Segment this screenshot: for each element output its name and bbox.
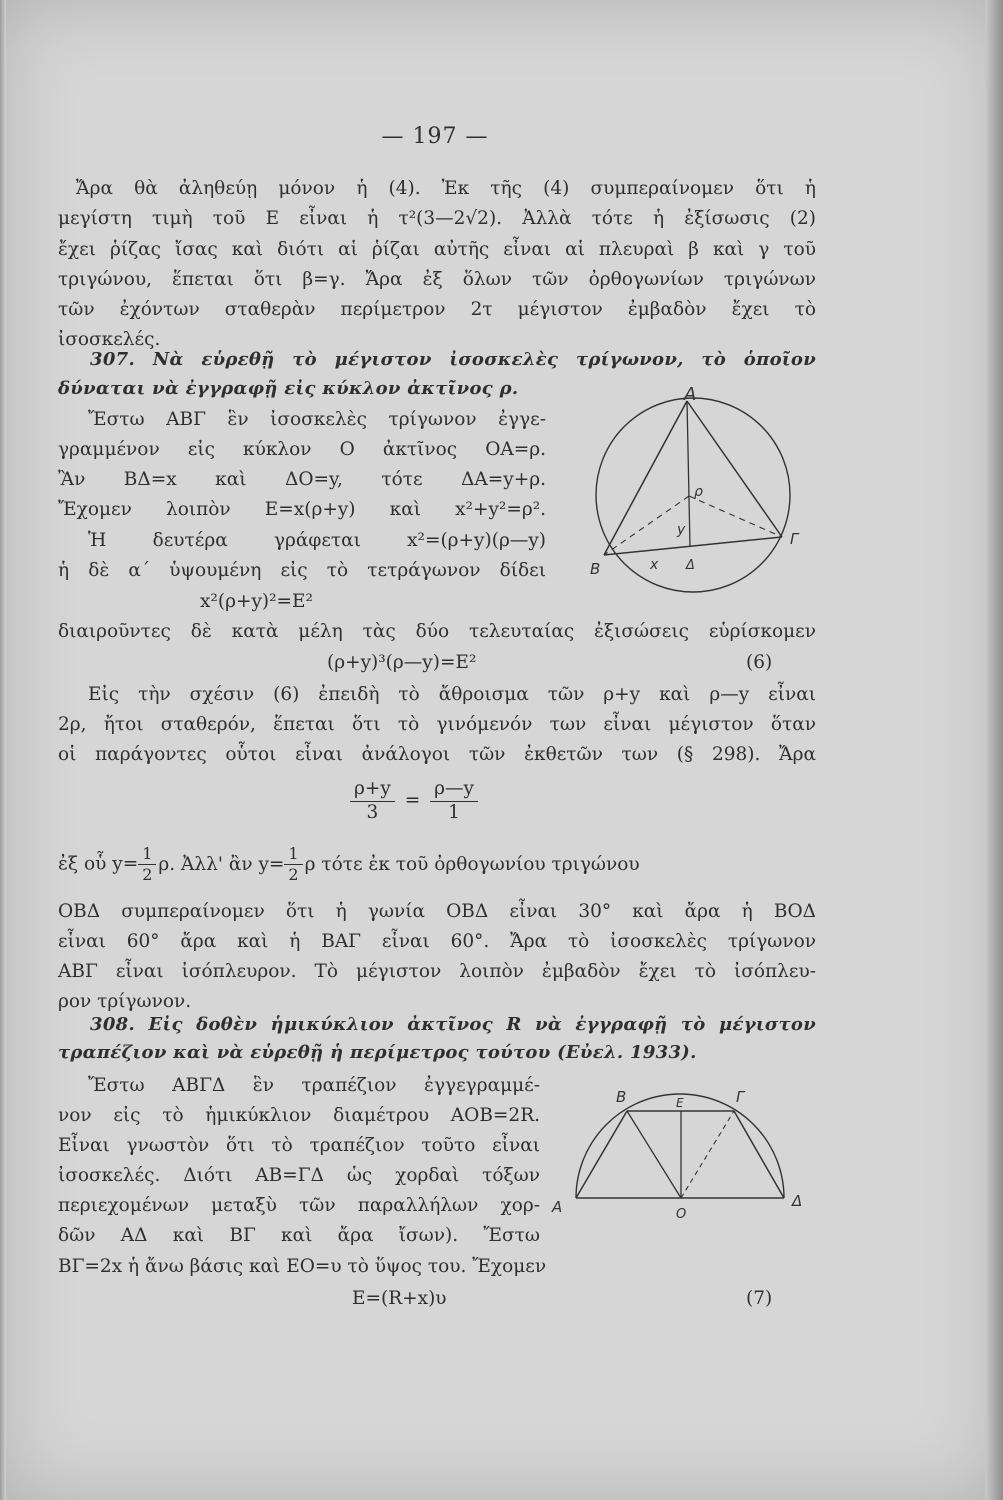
label-G: Γ [790, 530, 799, 548]
leg-AB [576, 1111, 627, 1198]
text-line: τριγώνου, ἕπεται ὅτι β=γ. Ἄρα ἐξ ὅλων τῶν ὀρθογωνίων τριγώνων [58, 269, 816, 290]
problem-308-heading: 308. Εἰς δοθὲν ἡμικύκλιον ἀκτῖνος R νὰ ἐγγραφῇ τὸ μέγιστον [90, 1014, 816, 1035]
label-B: B [590, 560, 601, 578]
inscribed-trapezoid-figure [548, 1080, 818, 1230]
text-line: μεγίστη τιμὴ τοῦ Ε εἶναι ἡ τ²(3—2√2). Ἀλλὰ τότε ἡ ἐξίσωσις (2) [58, 208, 816, 229]
text-line: 2ρ, ἤτοι σταθερόν, ἕπεται ὅτι τὸ γινόμενόν των εἶναι μέγιστον ὅταν [58, 714, 816, 735]
text-line: ρον τρίγωνον. [58, 991, 192, 1012]
page-edge-left [0, 0, 6, 1500]
equals-sign: = [404, 789, 421, 811]
text-line: Ἡ δευτέρα γράφεται x²=(ρ+y)(ρ—y) [88, 530, 546, 551]
problem-308-heading-cont: τραπέζιον καὶ νὰ εὑρεθῇ ἡ περίμετρος τούτου (Εὐελ. 1933). [58, 1042, 697, 1063]
label-rho: ρ [694, 484, 703, 500]
label-D: Δ [792, 1192, 803, 1210]
text-line: οἱ παράγοντες οὗτοι εἶναι ἀνάλογοι τῶν ἐκθετῶν των (§ 298). Ἄρα [58, 744, 816, 765]
text-line: Ἂν ΒΔ=x καὶ ΔΟ=y, τότε ΔΑ=y+ρ. [58, 469, 546, 490]
equation-number: (6) [746, 652, 773, 673]
label-y: y [677, 522, 686, 538]
fraction: $\frac{\rho—y}{1}$ [430, 780, 478, 822]
text-line: ἡ δὲ α΄ ὑψουμένη εἰς τὸ τετράγωνον δίδει [58, 560, 546, 581]
label-x: x [650, 557, 659, 573]
label-G: Γ [736, 1088, 745, 1106]
segment-BO [627, 1111, 681, 1198]
text-line: ΒΓ=2x ἡ ἄνω βάσις καὶ ΕΟ=υ τὸ ὕψος του. Ἔχομεν [58, 1256, 547, 1277]
fraction-equation [350, 780, 478, 822]
text-line: τῶν ἐχόντων σταθερὰν περίμετρον 2τ μέγιστον ἐμβαδὸν ἔχει τὸ [58, 299, 816, 320]
text-line: εἶναι 60° ἄρα καὶ ἡ ΒΑΓ εἶναι 60°. Ἄρα τὸ ἰσοσκελὲς τρίγωνον [58, 931, 816, 952]
equation-number: (7) [746, 1288, 773, 1309]
text-line-with-fractions: ἐξ οὗ y= $\frac{1}{2}$ ρ. Ἀλλ' ἂν y= $\frac{1}{2}$ ρ τότε ἐκ τοῦ ὀρθογωνίου τριγώνου [58, 844, 640, 884]
text-line: Ἄρα θὰ ἀληθεύῃ μόνον ἡ (4). Ἐκ τῆς (4) συμπεραίνομεν ὅτι ἡ [76, 178, 816, 199]
text-line: γραμμένον εἰς κύκλον Ο ἀκτῖνος ΟΑ=ρ. [58, 439, 546, 460]
label-O: O [676, 1207, 687, 1222]
label-E: E [676, 1096, 684, 1110]
inscribed-triangle-figure [560, 384, 828, 594]
page-number: — 197 — [381, 124, 489, 149]
leg-DG [734, 1111, 784, 1198]
fraction: $\frac{\rho+y}{3}$ [350, 780, 395, 822]
segment-OG [681, 1111, 734, 1198]
text-line: ἰσοσκελές. Διότι ΑΒ=ΓΔ ὡς χορδαὶ τόξων [58, 1165, 540, 1186]
text-line: δῶν ΑΔ καὶ ΒΓ καὶ ἄρα ἴσων). Ἔστω [58, 1225, 540, 1246]
problem-307-heading-cont: δύναται νὰ ἐγγραφῇ εἰς κύκλον ἀκτῖνος ρ. [58, 378, 519, 399]
fraction: $\frac{1}{2}$ [284, 846, 302, 883]
text-line: περιεχομένων μεταξὺ τῶν παραλλήλων χορ- [58, 1195, 540, 1216]
text-line: Ἔστω ΑΒΓ ἓν ἰσοσκελὲς τρίγωνον ἐγγε- [88, 409, 546, 430]
page-edge-right [985, 0, 1003, 1500]
label-D: Δ [686, 558, 695, 573]
fraction: $\frac{1}{2}$ [138, 846, 156, 883]
text-line: ἰσοσκελές. [58, 329, 161, 350]
text-line: Εἰς τὴν σχέσιν (6) ἐπειδὴ τὸ ἄθροισμα τῶν ρ+y καὶ ρ—y εἶναι [88, 684, 816, 705]
text-line: Εἶναι γνωστὸν ὅτι τὸ τραπέζιον τοῦτο εἶναι [58, 1135, 540, 1156]
label-B: B [616, 1088, 627, 1106]
equation-6: (ρ+y)³(ρ—y)=Ε² [327, 652, 477, 673]
text-line: ΑΒΓ εἶναι ἰσόπλευρον. Τὸ μέγιστον λοιπὸν ἐμβαδὸν ἔχει τὸ ἰσόπλευ- [58, 961, 816, 982]
text-line: Ἔχομεν λοιπὸν Ε=x(ρ+y) καὶ x²+y²=ρ². [58, 499, 546, 520]
equation: x²(ρ+y)²=Ε² [200, 591, 313, 612]
label-A: A [552, 1198, 563, 1216]
text-line: ἔχει ῥίζας ἴσας καὶ διότι αἱ ῥίζαι αὐτῆς εἶναι αἱ πλευραὶ β καὶ γ τοῦ [58, 239, 816, 260]
text-line: ΟΒΔ συμπεραίνομεν ὅτι ἡ γωνία ΟΒΔ εἶναι 30° καὶ ἄρα ἡ ΒΟΔ [58, 901, 816, 922]
altitude-AD [687, 401, 690, 547]
label-A: A [684, 384, 697, 405]
text-line: νον εἰς τὸ ἡμικύκλιον διαμέτρου ΑΟΒ=2R. [58, 1105, 540, 1126]
side-AB [604, 401, 687, 555]
problem-307-heading: 307. Νὰ εὑρεθῇ τὸ μέγιστον ἰσοσκελὲς τρίγωνον, τὸ ὁποῖον [90, 349, 816, 370]
side-BG [604, 537, 782, 555]
text-line: διαιροῦντες δὲ κατὰ μέλη τὰς δύο τελευταίας ἐξισώσεις εὑρίσκομεν [58, 621, 816, 642]
equation-7: Ε=(R+x)υ [352, 1288, 447, 1309]
text-line: Ἔστω ΑΒΓΔ ἓν τραπέζιον ἐγγεγραμμέ- [88, 1075, 540, 1096]
